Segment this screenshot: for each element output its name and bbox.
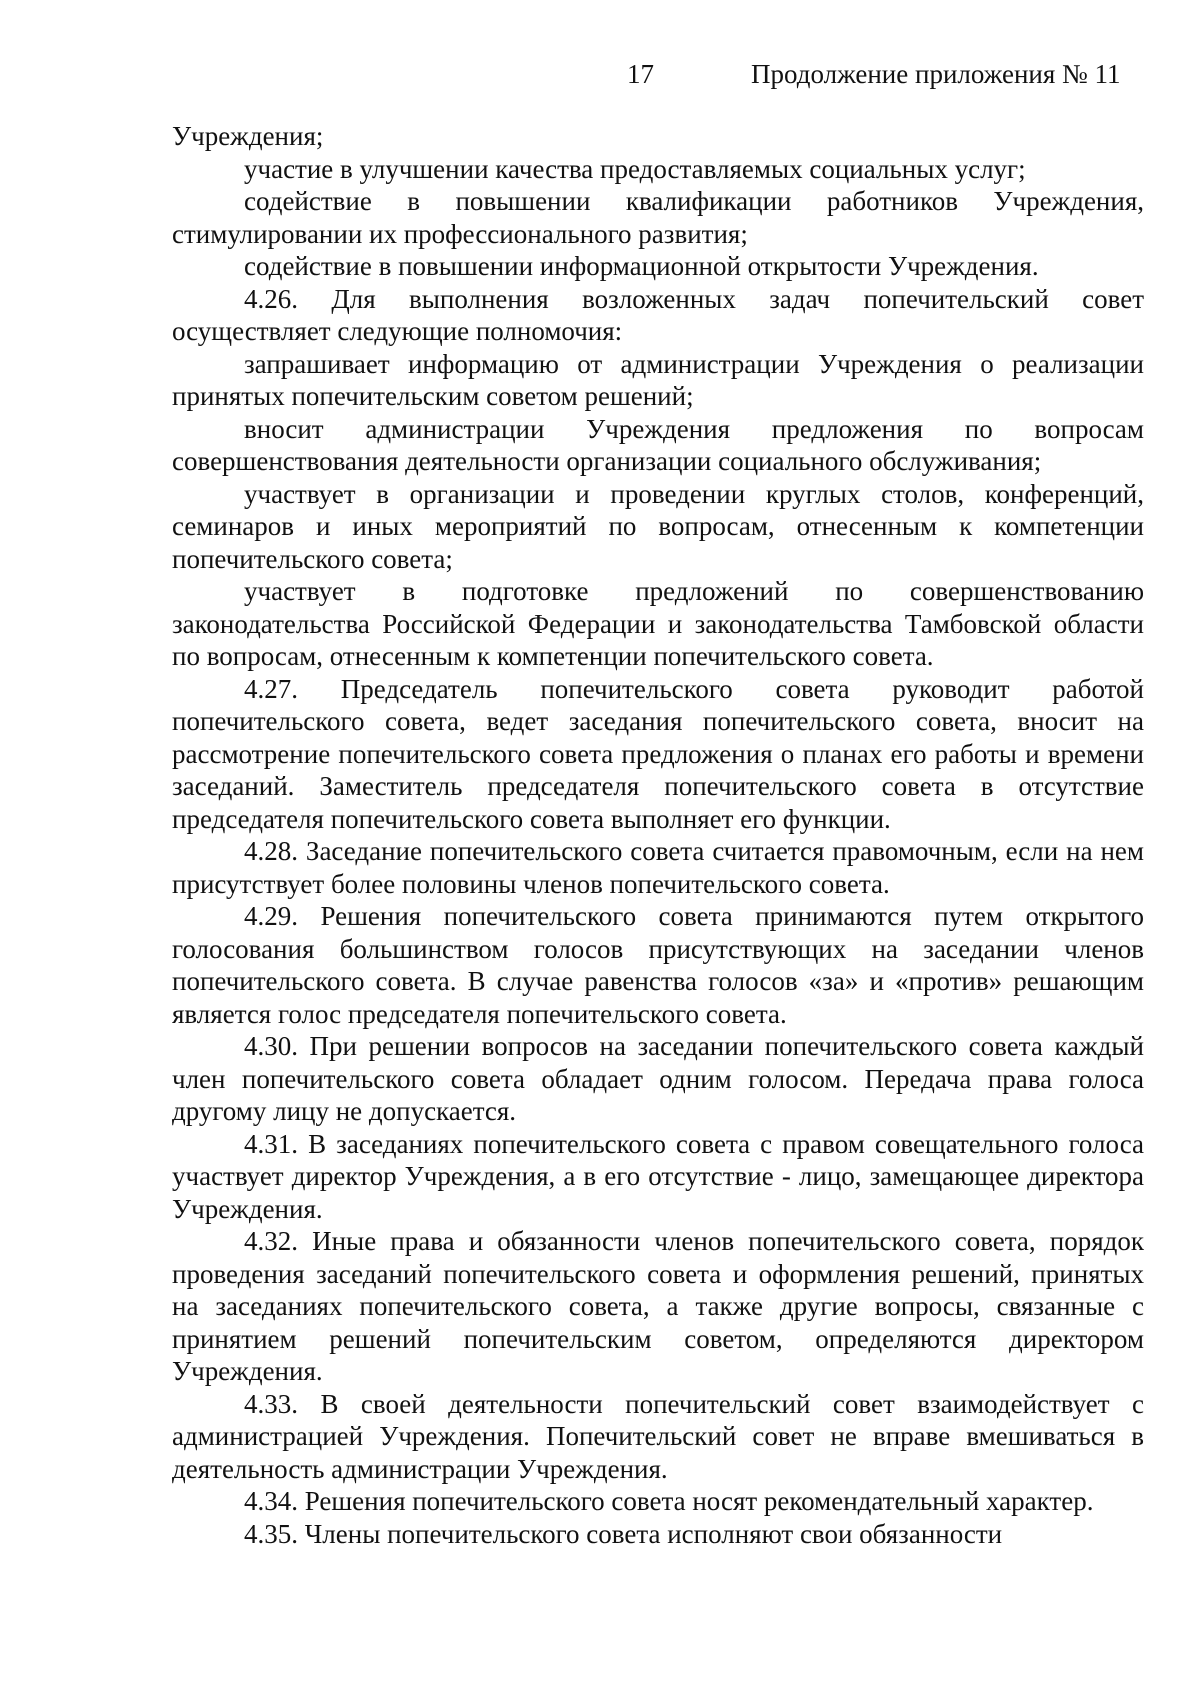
page-number: 17 <box>627 59 654 89</box>
paragraph: участвует в организации и проведении круглых столов, конференций, семинаров и иных мероприятий по вопросам, отнесенным к компетенции попечительского совета; <box>172 478 1144 574</box>
paragraph: содействие в повышении квалификации работников Учреждения, стимулировании их профессионального развития; <box>172 186 1144 249</box>
paragraph: 4.35. Члены попечительского совета исполняют свои обязанности <box>244 1518 1003 1549</box>
paragraph: 4.29. Решения попечительского совета принимаются путем открытого голосования большинством голосов присутствующих на заседании членов попечительского совета. В случае равенства голосов «за» и «против» решающим является голос председателя попечительского совета. <box>172 901 1144 1029</box>
appendix-continuation-label: Продолжение приложения № 11 <box>751 59 1121 89</box>
paragraph: 4.27. Председатель попечительского совета руководит работой попечительского совета, ведет заседания попечительского совета, вносит на рассмотрение попечительского совета предложения о планах его работы и времени заседаний. Заместитель председателя попечительского совета в отсутствие председателя попечительского совета выполняет его функции. <box>172 673 1144 834</box>
paragraph: 4.33. В своей деятельности попечительский совет взаимодействует с администрацией Учреждения. Попечительский совет не вправе вмешиваться в деятельность администрации Учреждения. <box>172 1388 1144 1484</box>
paragraph: 4.30. При решении вопросов на заседании попечительского совета каждый член попечительского совета обладает одним голосом. Передача права голоса другому лицу не допускается. <box>172 1031 1144 1126</box>
paragraph: содействие в повышении информационной открытости Учреждения. <box>244 251 1039 281</box>
paragraph: 4.31. В заседаниях попечительского совета с правом совещательного голоса участвует директор Учреждения, а в его отсутствие - лицо, замещающее директора Учреждения. <box>172 1128 1144 1224</box>
document-body <box>172 120 1144 1550</box>
paragraph: запрашивает информацию от администрации Учреждения о реализации принятых попечительским советом решений; <box>172 348 1144 411</box>
paragraph: 4.32. Иные права и обязанности членов попечительского совета, порядок проведения заседаний попечительского совета и оформления решений, принятых на заседаниях попечительского совета, а также другие вопросы, связанные с принятием решений попечительским советом, определяются директором Учреждения. <box>172 1226 1144 1386</box>
paragraph: Учреждения; <box>172 121 324 151</box>
paragraph: участвует в подготовке предложений по совершенствованию законодательства Российской Федерации и законодательства Тамбовской области по вопросам, отнесенным к компетенции попечительского совета. <box>172 576 1144 671</box>
paragraph: 4.26. Для выполнения возложенных задач попечительский совет осуществляет следующие полномочия: <box>172 283 1144 346</box>
paragraph: участие в улучшении качества предоставляемых социальных услуг; <box>244 153 1026 184</box>
paragraph: вносит администрации Учреждения предложения по вопросам совершенствования деятельности организации социального обслуживания; <box>172 413 1144 476</box>
paragraph: 4.28. Заседание попечительского совета считается правомочным, если на нем присутствует более половины членов попечительского совета. <box>172 836 1144 899</box>
paragraph: 4.34. Решения попечительского совета носят рекомендательный характер. <box>244 1486 1094 1516</box>
